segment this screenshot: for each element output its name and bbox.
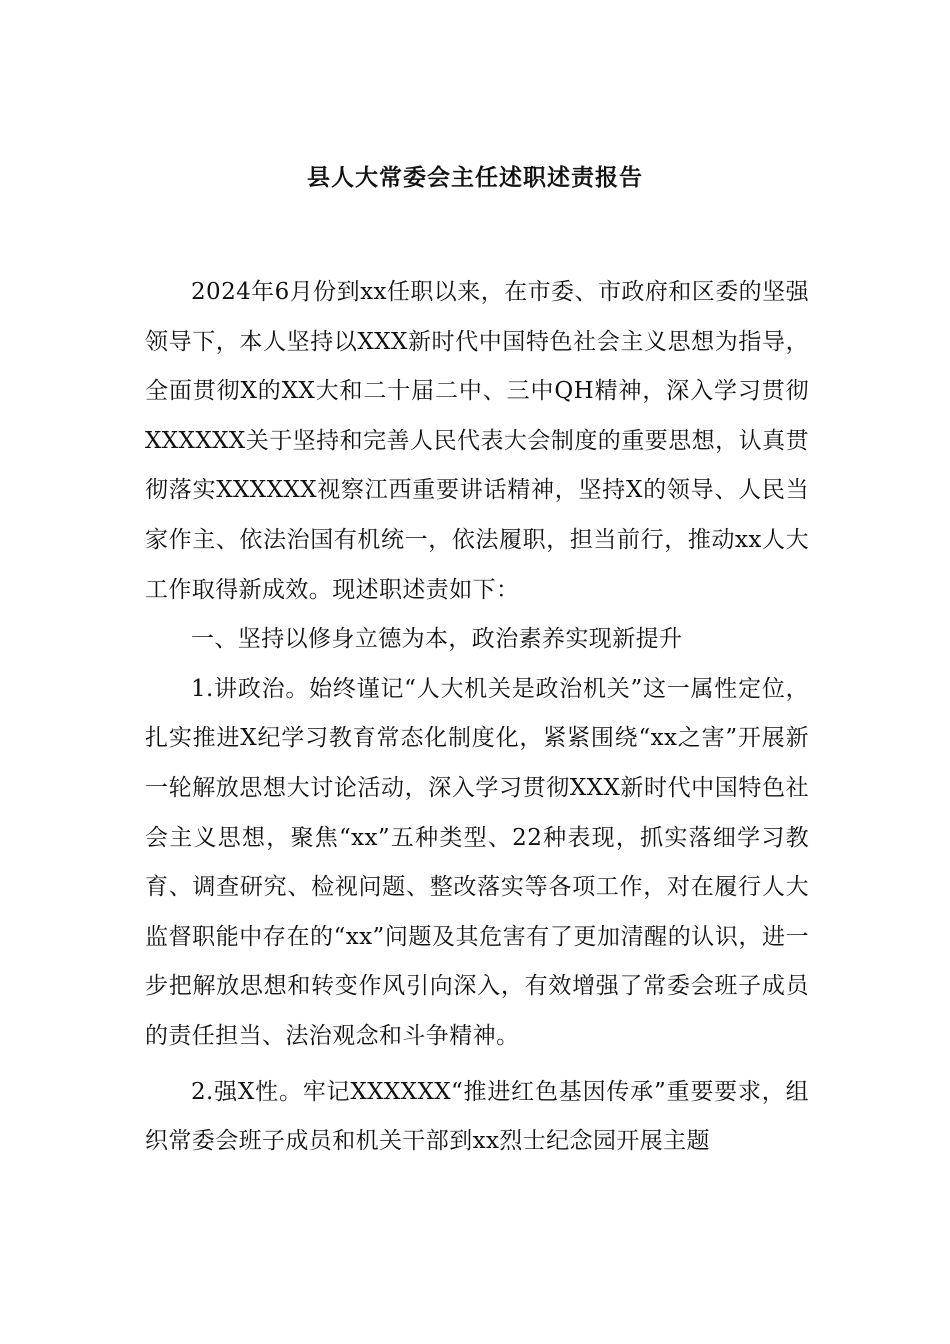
section-heading: 一、坚持以修身立德为本，政治素养实现新提升 (191, 626, 683, 653)
document-body (145, 268, 809, 1167)
item-2-paragraph: 2.强X性。牢记XXXXXX“推进红色基因传承”重要要求，组织常委会班子成员和机关干部到xx烈士纪念园开展主题 (145, 1078, 809, 1155)
item-1-paragraph: 1.讲政治。始终谨记“人大机关是政治机关”这一属性定位，扎实推进X纪学习教育常态化制度化，紧紧围绕“xx之害”开展新一轮解放思想大讨论活动，深入学习贯彻XXX新时代中国特色社会主义思想，聚焦“xx”五种类型、22种表现，抓实落细学习教育、调查研究、检视问题、整改落实等各项工作，对在履行人大监督职能中存在的“xx”问题及其危害有了更加清醒的认识，进一步把解放思想和转变作风引向深入，有效增强了常委会班子成员的责任担当、法治观念和斗争精神。 (145, 675, 809, 1049)
intro-paragraph: 2024年6月份到xx任职以来，在市委、市政府和区委的坚强领导下，本人坚持以XXX新时代中国特色社会主义思想为指导，全面贯彻X的XX大和二十届二中、三中QH精神，深入学习贯彻XXXXXX关于坚持和完善人民代表大会制度的重要思想，认真贯彻落实XXXXXX视察江西重要讲话精神，坚持X的领导、人民当家作主、依法治国有机统一，依法履职，担当前行，推动xx人大工作取得新成效。现述职述责如下： (145, 279, 809, 603)
document-title: 县人大常委会主任述职述责报告 (307, 164, 643, 191)
